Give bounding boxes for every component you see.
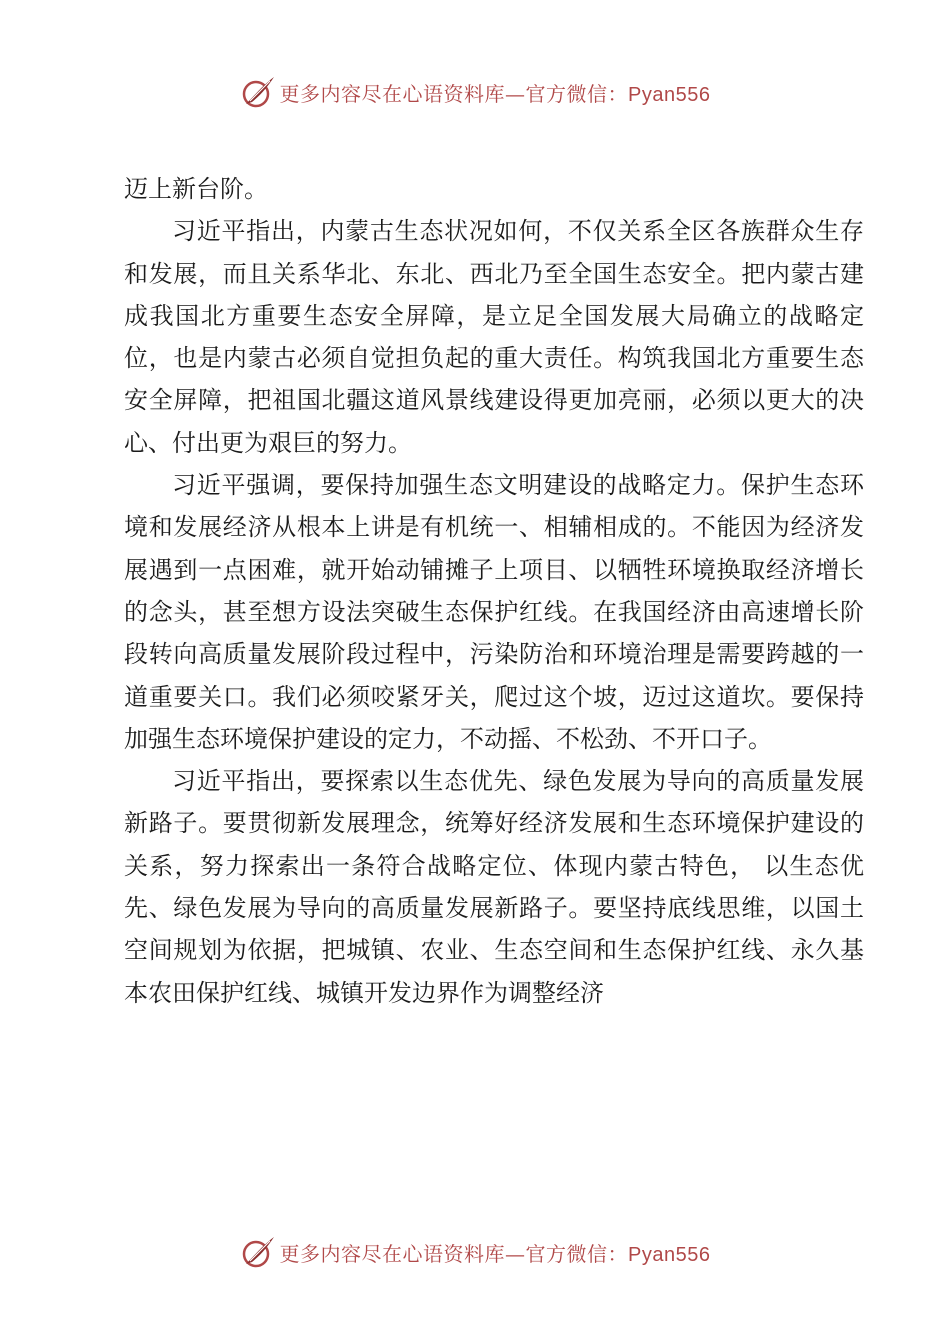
header-banner-label: 更多内容尽在心语资料库—官方微信： — [279, 81, 629, 106]
header-wechat-id: Pyan556 — [628, 83, 711, 106]
footer-banner — [0, 1232, 950, 1272]
footer-banner-text — [280, 1238, 711, 1267]
paragraph-1: 迈上新台阶。 — [124, 175, 268, 203]
paragraph-3: 习近平强调，要保持加强生态文明建设的战略定力。保护生态环境和发展经济从根本上讲是有机统一、相辅相成的。不能因为经济发展遇到一点困难，就开始动铺摊子上项目、以牺牲环境换取经济增长的念头，甚至想方设法突破生态保护红线。在我国经济由高速增长阶段转向高质量发展阶段过程中，污染防治和环境治理是需要跨越的一道重要关口。我们必须咬紧牙关，爬过这个坡，迈过这道坎。要保持加强生态环境保护建设的定力，不动摇、不松劲、不开口子。 — [124, 471, 864, 753]
footer-banner-label: 更多内容尽在心语资料库—官方微信： — [279, 1241, 629, 1266]
footer-wechat-id: Pyan556 — [628, 1243, 711, 1266]
paragraph-4: 习近平指出，要探索以生态优先、绿色发展为导向的高质量发展新路子。要贯彻新发展理念，统筹好经济发展和生态环境保护建设的关系，努力探索出一条符合战略定位、体现内蒙古特色， 以生态优先、绿色发展为导向的高质量发展新路子。要坚持底线思维，以国土空间规划为依据，把城镇、农业、生态空间和生态保护红线、永久基本农田保护红线、城镇开发边界作为调整经济 — [124, 767, 864, 1007]
paragraph-2: 习近平指出，内蒙古生态状况如何，不仅关系全区各族群众生存和发展，而且关系华北、东北、西北乃至全国生态安全。把内蒙古建成我国北方重要生态安全屏障，是立足全国发展大局确立的战略定位，也是内蒙古必须自觉担负起的重大责任。构筑我国北方重要生态安全屏障，把祖国北疆这道风景线建设得更加亮丽，必须以更大的决心、付出更为艰巨的努力。 — [124, 217, 864, 457]
header-banner — [0, 72, 950, 112]
quill-logo-icon — [240, 1234, 276, 1270]
quill-logo-icon — [240, 74, 276, 110]
document-body — [124, 168, 864, 1014]
header-banner-text — [280, 78, 711, 107]
